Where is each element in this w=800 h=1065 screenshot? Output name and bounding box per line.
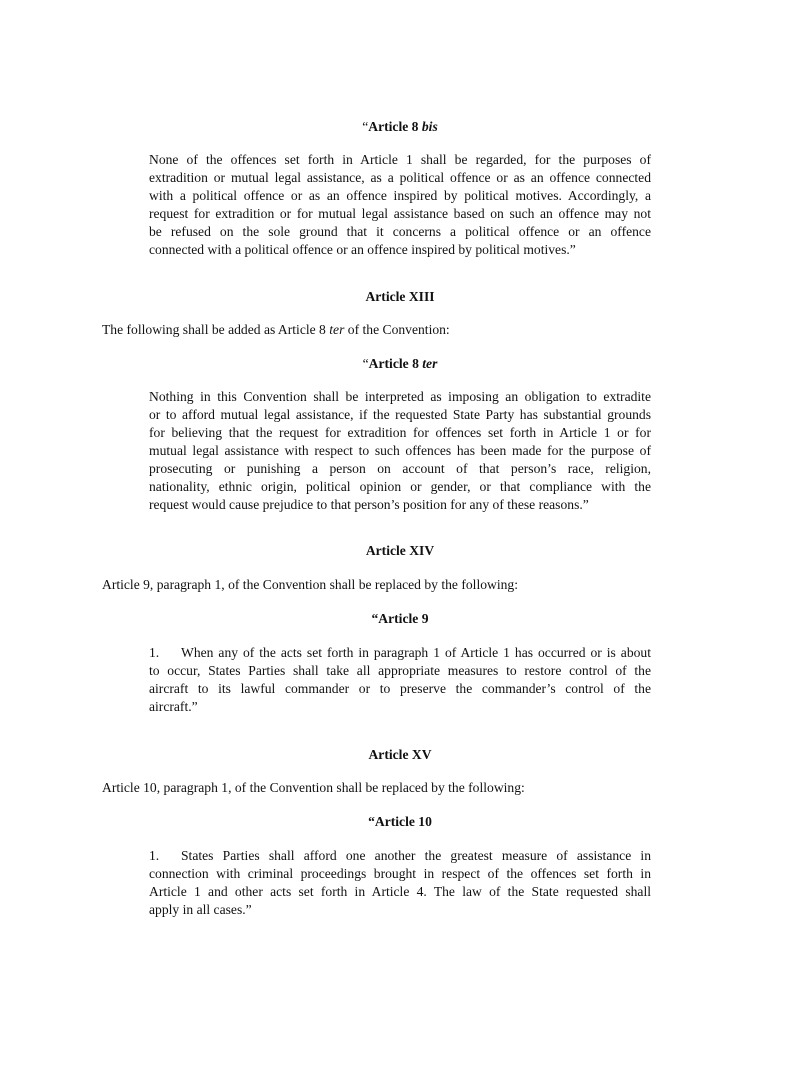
article-xiii-heading: Article XIII — [365, 289, 435, 304]
text-line: request would cause prejudice to that person’s position for any of these reasons.” — [149, 497, 589, 512]
open-quote: “ — [362, 119, 369, 134]
text-line: with a political offence or as an offence inspired by political motives. Accordingly, a — [149, 188, 651, 203]
article-9-heading: “Article 9 — [371, 611, 429, 626]
text-line: mutual legal assistance with respect to such offences has been made for the purpose of — [149, 443, 651, 458]
paragraph-number: 1. — [149, 645, 160, 660]
text-line: Article 1 and other acts set forth in Article 4. The law of the State requested shall — [149, 884, 651, 899]
text-segment: States Parties shall afford one another the greatest measure of assistance in — [181, 848, 651, 863]
text-line — [149, 644, 651, 662]
text-line: extradition or mutual legal assistance, as a political offence or as an offence connected — [149, 170, 651, 185]
article-xiv-heading: Article XIV — [365, 543, 435, 558]
article-xv-intro: Article 10, paragraph 1, of the Convention shall be replaced by the following: — [102, 780, 525, 795]
text-line: or to afford mutual legal assistance, if the requested State Party has substantial grounds — [149, 407, 651, 422]
article-8-ter-text — [149, 388, 651, 514]
article-8-bis-heading-italic: bis — [421, 119, 438, 134]
article-10-text — [149, 847, 651, 919]
article-8-bis-heading-main: Article 8 — [368, 119, 422, 134]
article-8-ter-heading-italic: ter — [422, 356, 438, 371]
open-quote: “ — [362, 356, 369, 371]
text-line: connection with criminal proceedings brought in respect of the offences set forth in — [149, 866, 651, 881]
article-10-heading: “Article 10 — [368, 814, 432, 829]
text-line — [149, 847, 651, 865]
text-line: prosecuting or punishing a person on account of that person’s race, religion, — [149, 461, 651, 476]
article-xiii-intro — [102, 321, 702, 339]
text-line: request for extradition or for mutual legal assistance based on such an offence may not — [149, 206, 651, 221]
article-8-bis-heading — [0, 118, 800, 136]
text-line: aircraft to its lawful commander or to preserve the commander’s control of the — [149, 681, 651, 696]
text-line: for believing that the request for extradition for offences set forth in Article 1 or for — [149, 425, 651, 440]
text-line: be refused on the sole ground that it concerns a political offence or an offence — [149, 224, 651, 239]
text-line: aircraft.” — [149, 699, 198, 714]
text-line: to occur, States Parties shall take all appropriate measures to restore control of the — [149, 663, 651, 678]
text-line: connected with a political offence or an offence inspired by political motives.” — [149, 242, 576, 257]
article-8-ter-heading-main: Article 8 — [368, 356, 423, 371]
text-line: apply in all cases.” — [149, 902, 252, 917]
text-line: None of the offences set forth in Article 1 shall be regarded, for the purposes of — [149, 152, 651, 167]
article-8-bis-text — [149, 151, 651, 259]
intro-text: The following shall be added as Article 8 — [102, 322, 330, 337]
article-9-text — [149, 644, 651, 716]
paragraph-number: 1. — [149, 848, 160, 863]
intro-text: of the Convention: — [344, 322, 450, 337]
article-xiv-intro: Article 9, paragraph 1, of the Convention shall be replaced by the following: — [102, 577, 518, 592]
article-xv-heading: Article XV — [368, 747, 432, 762]
text-line: Nothing in this Convention shall be interpreted as imposing an obligation to extradite — [149, 389, 651, 404]
article-8-ter-heading — [0, 355, 800, 373]
intro-italic: ter — [329, 322, 345, 337]
text-line: nationality, ethnic origin, political opinion or gender, or that compliance with the — [149, 479, 651, 494]
text-segment: When any of the acts set forth in paragraph 1 of Article 1 has occurred or is about — [181, 645, 651, 660]
